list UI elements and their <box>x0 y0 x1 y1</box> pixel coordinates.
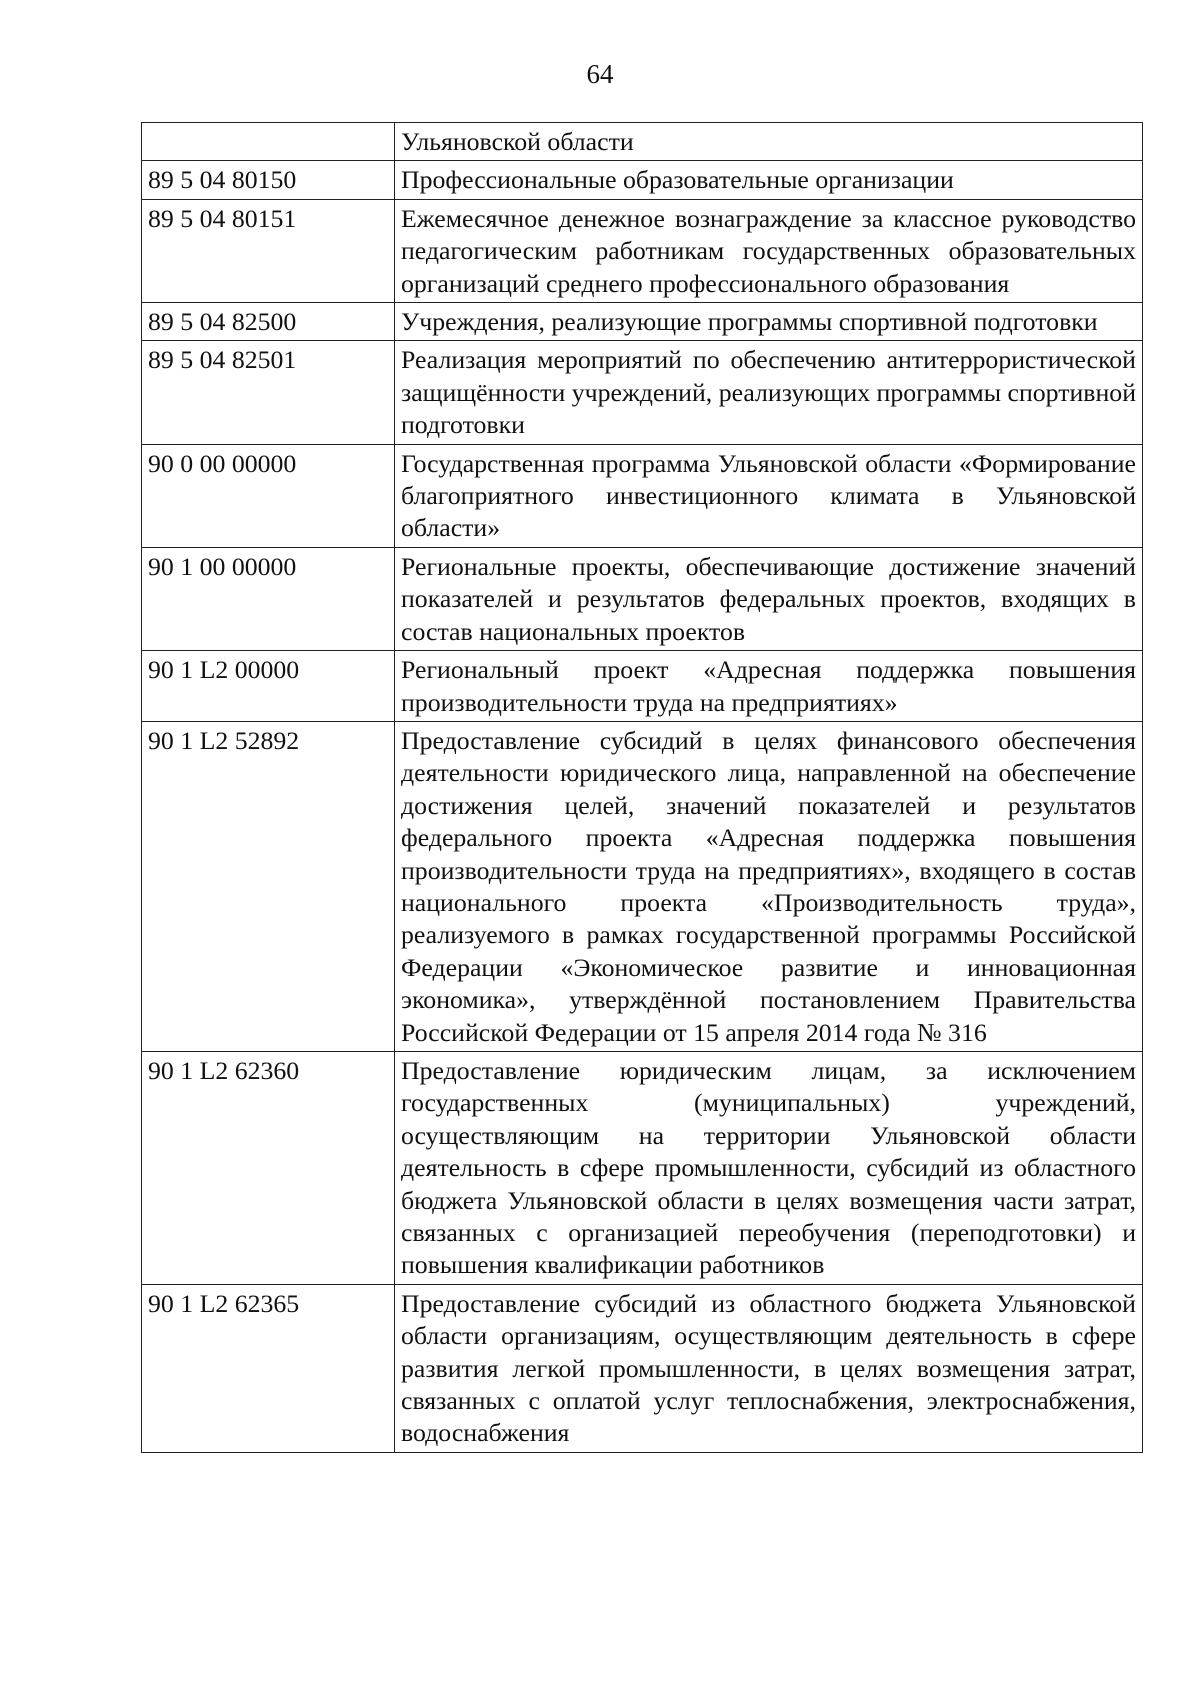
code-cell: 90 1 L2 62365 <box>142 1284 395 1452</box>
code-cell: 89 5 04 80150 <box>142 161 395 199</box>
description-cell: Региональный проект «Адресная поддержка повышения производительности труда на предприятиях» <box>395 651 1143 722</box>
description-cell: Региональные проекты, обеспечивающие достижение значений показателей и результатов федеральных проектов, входящих в состав национальных проектов <box>395 547 1143 650</box>
table-row <box>142 1051 1143 1284</box>
description-cell: Ежемесячное денежное вознаграждение за классное руководство педагогическим работникам государственных образовательных организаций среднего профессионального образования <box>395 199 1143 302</box>
description-cell: Предоставление юридическим лицам, за исключением государственных (муниципальных) учреждений, осуществляющим на территории Ульяновской области деятельность в сфере промышленности, субсидий из областного бюджета Ульяновской области в целях возмещения части затрат, связанных с организацией переобучения (переподготовки) и повышения квалификации работников <box>395 1051 1143 1284</box>
description-cell: Ульяновской области <box>395 123 1143 161</box>
description-cell: Государственная программа Ульяновской области «Формирование благоприятного инвестиционного климата в Ульяновской области» <box>395 444 1143 547</box>
code-cell: 90 1 L2 52892 <box>142 721 395 1051</box>
description-cell: Предоставление субсидий в целях финансового обеспечения деятельности юридического лица, направленной на обеспечение достижения целей, значений показателей и результатов федерального проекта «Адресная поддержка повышения производительности труда на предприятиях», входящего в состав национального проекта «Производительность труда», реализуемого в рамках государственной программы Российской Федерации «Экономическое развитие и инновационная экономика», утверждённой постановлением Правительства Российской Федерации от 15 апреля 2014 года № 316 <box>395 721 1143 1051</box>
code-cell: 90 0 00 00000 <box>142 444 395 547</box>
description-cell: Предоставление субсидий из областного бюджета Ульяновской области организациям, осуществляющим деятельность в сфере развития легкой промышленности, в целях возмещения затрат, связанных с оплатой услуг теплоснабжения, электроснабжения, водоснабжения <box>395 1284 1143 1452</box>
page-number: 64 <box>586 59 614 89</box>
description-cell: Учреждения, реализующие программы спортивной подготовки <box>395 303 1143 341</box>
table-row <box>142 199 1143 302</box>
table-row <box>142 721 1143 1051</box>
description-cell: Профессиональные образовательные организации <box>395 161 1143 199</box>
table-row <box>142 1284 1143 1452</box>
table-row <box>142 303 1143 341</box>
code-cell: 89 5 04 80151 <box>142 199 395 302</box>
table-row <box>142 547 1143 650</box>
table-row <box>142 651 1143 722</box>
code-cell: 89 5 04 82501 <box>142 341 395 444</box>
table-row <box>142 444 1143 547</box>
table-row <box>142 123 1143 161</box>
code-cell <box>142 123 395 161</box>
table-row <box>142 341 1143 444</box>
code-cell: 89 5 04 82500 <box>142 303 395 341</box>
code-cell: 90 1 L2 62360 <box>142 1051 395 1284</box>
description-cell: Реализация мероприятий по обеспечению антитеррористической защищённости учреждений, реализующих программы спортивной подготовки <box>395 341 1143 444</box>
budget-code-table <box>141 122 1143 1453</box>
code-cell: 90 1 00 00000 <box>142 547 395 650</box>
code-cell: 90 1 L2 00000 <box>142 651 395 722</box>
table-row <box>142 161 1143 199</box>
